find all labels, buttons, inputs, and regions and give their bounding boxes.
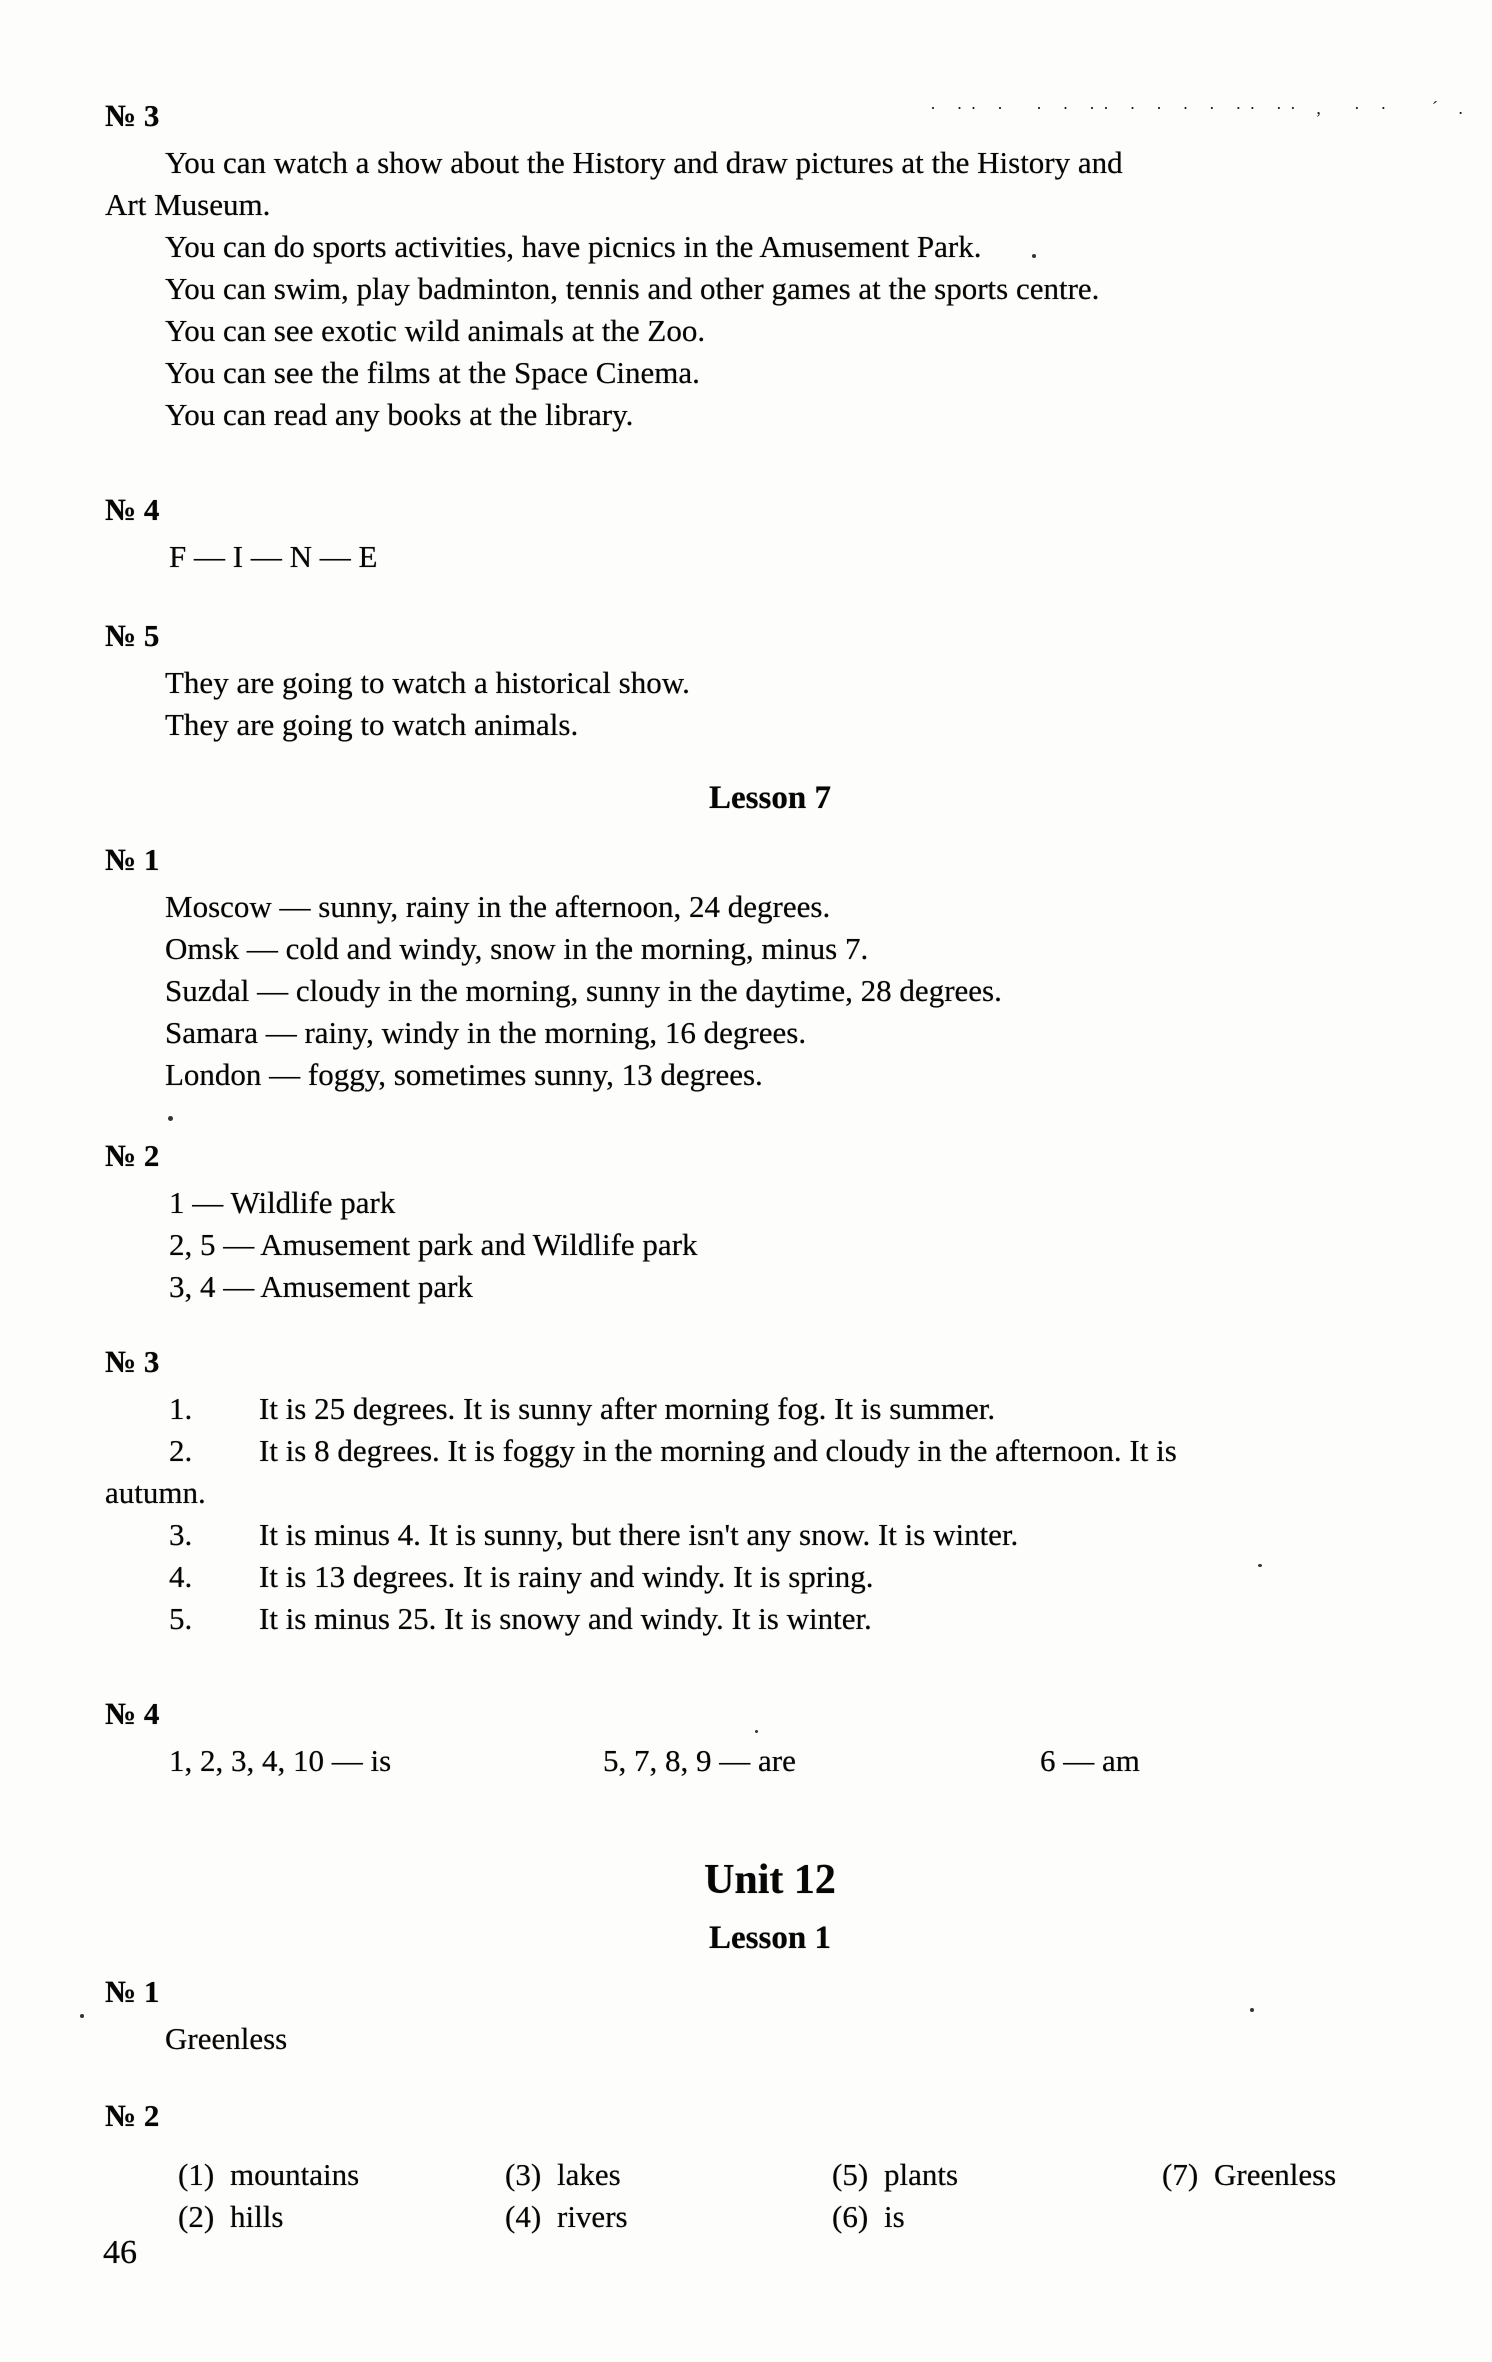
numbered-answer: [169, 1598, 1445, 1640]
answer-line: You can see exotic wild animals at the Zoo.: [165, 313, 706, 348]
section-task4: [105, 488, 1445, 578]
task-label: № 1: [105, 842, 160, 877]
numbered-answer: [169, 1556, 1445, 1598]
answer-line: You can read any books at the library.: [165, 397, 634, 432]
item-text: lakes: [557, 2157, 621, 2192]
section-task3: [105, 94, 1445, 436]
grid-cell: [178, 2196, 283, 2238]
page-number: 46: [103, 2234, 137, 2271]
scan-speckle: [755, 1730, 758, 1733]
answer-line: They are going to watch animals.: [165, 707, 579, 742]
answer-line: Greenless: [165, 2021, 288, 2056]
numbered-answer: [169, 1430, 1445, 1472]
item-text: rivers: [557, 2199, 628, 2234]
task-label: № 4: [105, 492, 160, 527]
answer-line: F — I — N — E: [169, 539, 378, 574]
item-text: is: [884, 2199, 905, 2234]
answer-line: 3, 4 — Amusement park: [169, 1269, 473, 1304]
answer-line: Suzdal — cloudy in the morning, sunny in the daytime, 28 degrees.: [165, 973, 1002, 1008]
scan-speckle: [1250, 2008, 1254, 2012]
scan-noise-dots: · ·· · · · ·· · · · · ·· ·· , · · ´ .: [930, 98, 1471, 118]
item-text: It is 25 degrees. It is sunny after morning fog. It is summer.: [259, 1391, 996, 1426]
grid-cell: [832, 2154, 958, 2196]
task-label: № 1: [105, 1974, 160, 2009]
section-lesson7-task4: [105, 1692, 1445, 1782]
answer-line: You can do sports activities, have picnics in the Amusement Park.: [165, 229, 982, 264]
item-text: Greenless: [1214, 2157, 1337, 2192]
scan-speckle: [80, 2014, 84, 2018]
item-number: 5.: [169, 1601, 193, 1636]
grid-cell: [505, 2154, 621, 2196]
item-number: (7): [1162, 2157, 1199, 2192]
item-number: 1.: [169, 1391, 193, 1426]
scan-speckle: [1258, 1564, 1262, 1567]
answer-grid-row: [105, 2196, 1445, 2238]
answer-column: 1, 2, 3, 4, 10 — is: [169, 1743, 392, 1778]
item-text: plants: [884, 2157, 959, 2192]
item-number: (3): [505, 2157, 542, 2192]
grid-cell: [1162, 2154, 1336, 2196]
item-text: It is 8 degrees. It is foggy in the morning and cloudy in the afternoon. It is: [259, 1433, 1177, 1468]
answer-line: Art Museum.: [105, 187, 271, 222]
answer-columns: [105, 1740, 1445, 1782]
grid-cell: [178, 2154, 359, 2196]
section-unit12-task2: [105, 2094, 1445, 2238]
item-number: (4): [505, 2199, 542, 2234]
section-unit12-task1: [105, 1970, 1445, 2060]
answer-line: You can swim, play badminton, tennis and other games at the sports centre.: [165, 271, 1100, 306]
item-number: 2.: [169, 1433, 193, 1468]
answer-line: Omsk — cold and windy, snow in the morning, minus 7.: [165, 931, 869, 966]
answer-line: 1 — Wildlife park: [169, 1185, 396, 1220]
item-number: (1): [178, 2157, 215, 2192]
section-lesson7-task2: [105, 1134, 1445, 1308]
grid-cell: [505, 2196, 628, 2238]
item-number: (5): [832, 2157, 869, 2192]
lesson-heading: Lesson 1: [709, 1920, 831, 1956]
numbered-answer: [169, 1388, 1445, 1430]
task-label: № 2: [105, 2098, 160, 2133]
item-text: mountains: [230, 2157, 360, 2192]
section-lesson7-task1: [105, 838, 1445, 1096]
answer-column: 6 — am: [1040, 1743, 1140, 1778]
answer-grid-row: [105, 2154, 1445, 2196]
item-number: (6): [832, 2199, 869, 2234]
grid-cell: [832, 2196, 905, 2238]
task-label: № 2: [105, 1138, 160, 1173]
item-text: hills: [230, 2199, 284, 2234]
section-lesson7-task3: [105, 1340, 1445, 1640]
answer-line: You can see the films at the Space Cinema.: [165, 355, 700, 390]
answer-line: 2, 5 — Amusement park and Wildlife park: [169, 1227, 698, 1262]
item-number: 4.: [169, 1559, 193, 1594]
task-label: № 4: [105, 1696, 160, 1731]
answer-line: Samara — rainy, windy in the morning, 16 degrees.: [165, 1015, 807, 1050]
lesson-heading: Lesson 7: [709, 780, 831, 816]
answer-line: autumn.: [105, 1475, 206, 1510]
scan-speckle: [1032, 254, 1036, 258]
unit-heading: Unit 12: [704, 1857, 836, 1903]
answer-line: London — foggy, sometimes sunny, 13 degrees.: [165, 1057, 763, 1092]
task-label: № 3: [105, 1344, 160, 1379]
numbered-answer: [169, 1514, 1445, 1556]
answer-line: They are going to watch a historical show.: [165, 665, 690, 700]
answer-line: Moscow — sunny, rainy in the afternoon, 24 degrees.: [165, 889, 831, 924]
answer-line: You can watch a show about the History and draw pictures at the History and: [165, 145, 1123, 180]
task-label: № 3: [105, 98, 160, 133]
item-number: 3.: [169, 1517, 193, 1552]
item-text: It is 13 degrees. It is rainy and windy. It is spring.: [259, 1559, 874, 1594]
answer-column: 5, 7, 8, 9 — are: [603, 1743, 796, 1778]
item-text: It is minus 25. It is snowy and windy. It is winter.: [259, 1601, 872, 1636]
task-label: № 5: [105, 618, 160, 653]
item-text: It is minus 4. It is sunny, but there isn't any snow. It is winter.: [259, 1517, 1019, 1552]
scan-speckle: [168, 1116, 173, 1121]
item-number: (2): [178, 2199, 215, 2234]
section-task5: [105, 614, 1445, 746]
